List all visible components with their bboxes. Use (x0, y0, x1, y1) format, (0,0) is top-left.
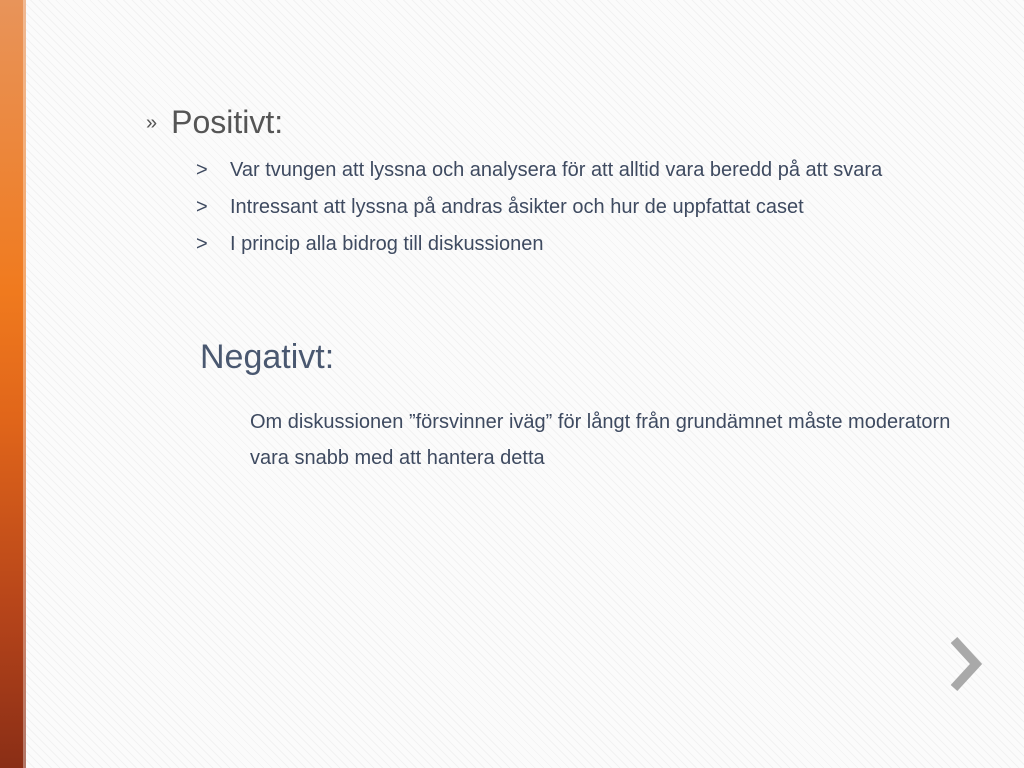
list-item (196, 230, 956, 259)
positive-list (196, 156, 956, 267)
positive-heading: Positivt: (171, 104, 284, 140)
sub-bullet-arrow: > (196, 196, 208, 218)
sub-bullet-arrow: > (196, 233, 208, 255)
list-item-text: Var tvungen att lyssna och analysera för att alltid vara beredd på att svara (230, 159, 883, 181)
positive-bullet: » (146, 112, 158, 134)
positive-heading-row (146, 104, 283, 141)
sub-bullet-arrow: > (196, 159, 208, 181)
list-item (196, 156, 956, 185)
list-item-text: I princip alla bidrog till diskussionen (230, 233, 544, 255)
negative-paragraph: Om diskussionen ”försvinner iväg” för långt från grundämnet måste moderatorn vara snabb med att hantera detta (250, 411, 951, 469)
side-accent-stripe (0, 0, 26, 768)
list-item-text: Intressant att lyssna på andras åsikter och hur de uppfattat caset (230, 196, 804, 218)
slide-content (26, 0, 1024, 768)
negative-heading: Negativt: (200, 338, 335, 376)
next-slide-button[interactable] (946, 634, 986, 694)
chevron-right-icon (946, 634, 986, 694)
list-item (196, 193, 956, 222)
